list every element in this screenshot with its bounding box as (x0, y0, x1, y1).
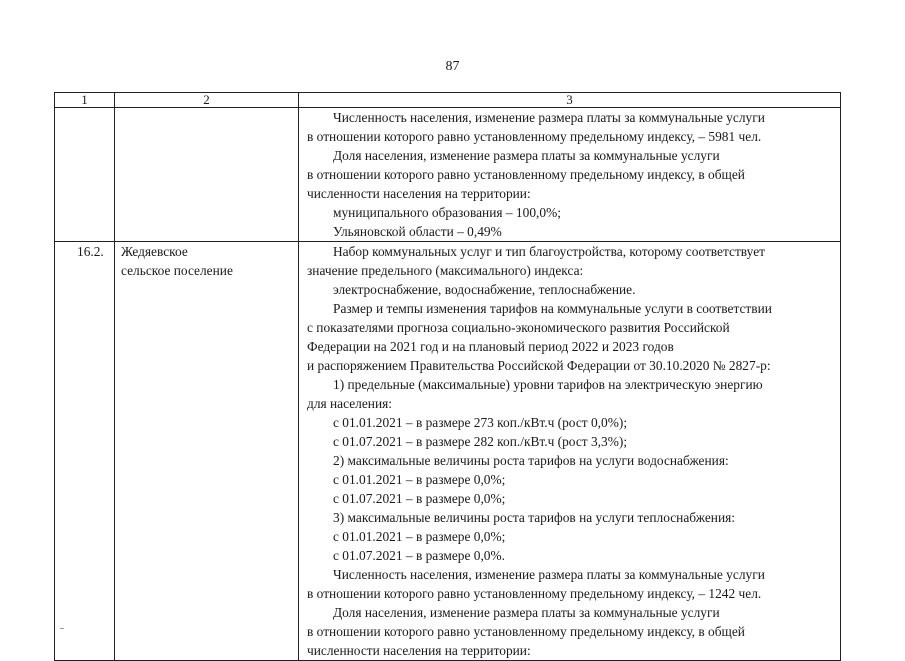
text-line: в отношении которого равно установленному предельному индексу, в общей (307, 167, 745, 182)
text-line: численности населения на территории: (307, 186, 531, 201)
text-line: с 01.01.2021 – в размере 273 коп./кВт.ч (рост 0,0%); (333, 415, 628, 430)
text-line: с 01.01.2021 – в размере 0,0%; (333, 529, 506, 544)
text-line: в отношении которого равно установленному предельному индексу, – 5981 чел. (307, 129, 762, 144)
text-line: значение предельного (максимального) индекса: (307, 263, 584, 278)
text-line: численности населения на территории: (307, 643, 531, 658)
text-line: Доля населения, изменение размера платы за коммунальные услуги (333, 605, 720, 620)
text-line: с показателями прогноза социально-экономического развития Российской (307, 320, 730, 335)
text-line: Набор коммунальных услуг и тип благоустройства, которому соответствует (333, 244, 765, 259)
text-line: Ульяновской области – 0,49% (333, 224, 502, 239)
text-line: с 01.07.2021 – в размере 0,0%; (333, 491, 506, 506)
tariff-table (54, 92, 841, 661)
text-line: в отношении которого равно установленному предельному индексу, – 1242 чел. (307, 586, 762, 601)
settlement-name-line: Жедяевское (121, 244, 188, 259)
text-line: Федерации на 2021 год и на плановый период 2022 и 2023 годов (307, 339, 674, 354)
column-header-3: 3 (299, 93, 841, 108)
table-header-row (55, 93, 841, 108)
page-number: 87 (445, 59, 460, 74)
text-line: Численность населения, изменение размера платы за коммунальные услуги (333, 567, 765, 582)
row-number (55, 108, 115, 242)
text-line: 3) максимальные величины роста тарифов на услуги теплоснабжения: (333, 510, 735, 525)
table-row (55, 108, 841, 242)
scan-mark (60, 628, 64, 629)
settlement-name (115, 242, 299, 661)
text-line: с 01.07.2021 – в размере 282 коп./кВт.ч (рост 3,3%); (333, 434, 628, 449)
text-line: и распоряжением Правительства Российской Федерации от 30.10.2020 № 2827-р: (307, 358, 771, 373)
table-row (55, 242, 841, 661)
text-line: Доля населения, изменение размера платы за коммунальные услуги (333, 148, 720, 163)
text-line: для населения: (307, 396, 392, 411)
text-line: 2) максимальные величины роста тарифов на услуги водоснабжения: (333, 453, 729, 468)
text-line: Размер и темпы изменения тарифов на коммунальные услуги в соответствии (333, 301, 772, 316)
row-description (299, 108, 841, 242)
text-line: муниципального образования – 100,0%; (333, 205, 561, 220)
column-header-1: 1 (55, 93, 115, 108)
text-line: 1) предельные (максимальные) уровни тарифов на электрическую энергию (333, 377, 763, 392)
settlement-name (115, 108, 299, 242)
column-header-2: 2 (115, 93, 299, 108)
text-line: в отношении которого равно установленному предельному индексу, в общей (307, 624, 745, 639)
text-line: с 01.07.2021 – в размере 0,0%. (333, 548, 505, 563)
row-number: 16.2. (55, 242, 115, 661)
row-description (299, 242, 841, 661)
text-line: Численность населения, изменение размера платы за коммунальные услуги (333, 110, 765, 125)
text-line: с 01.01.2021 – в размере 0,0%; (333, 472, 506, 487)
text-line: электроснабжение, водоснабжение, теплоснабжение. (333, 282, 636, 297)
settlement-name-line: сельское поселение (121, 263, 233, 278)
